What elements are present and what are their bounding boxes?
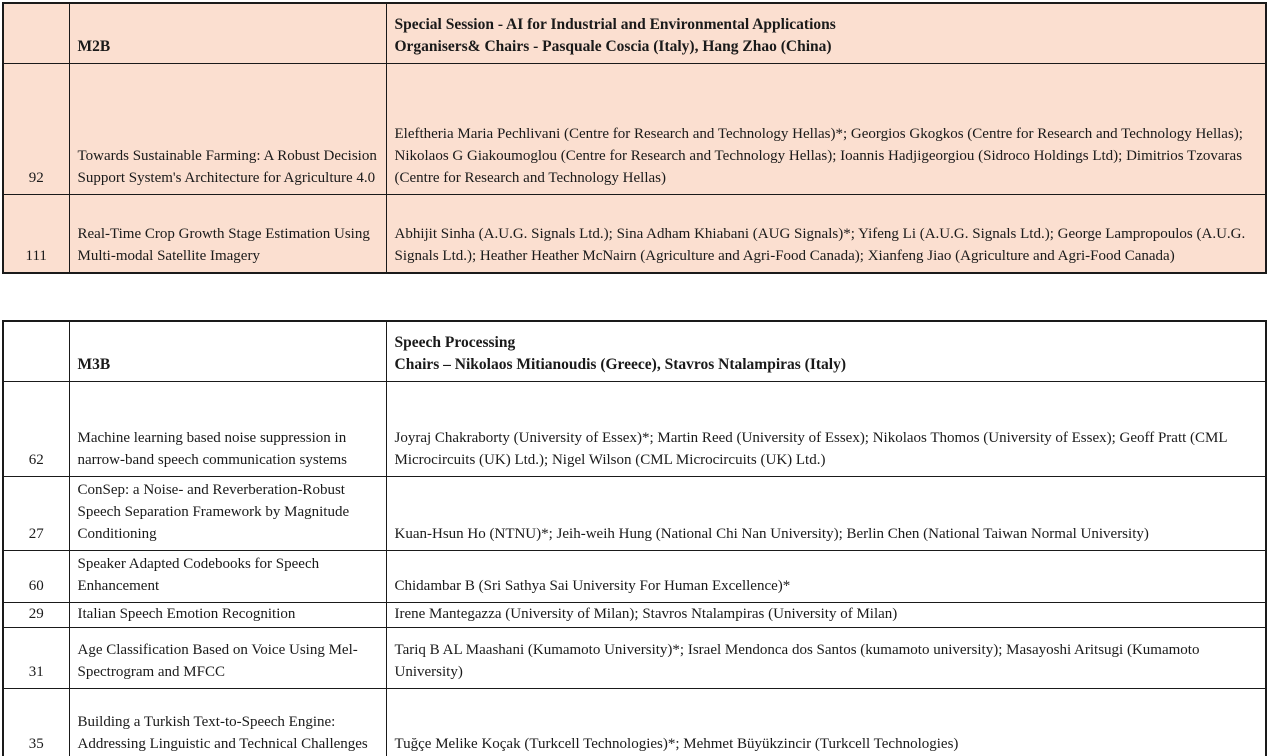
paper-authors: Chidambar B (Sri Sathya Sai University For Human Excellence)* xyxy=(386,550,1266,602)
session-header-row xyxy=(3,321,1266,381)
paper-id: 92 xyxy=(3,63,69,194)
table-row xyxy=(3,381,1266,476)
paper-authors: Kuan-Hsun Ho (NTNU)*; Jeih-weih Hung (National Chi Nan University); Berlin Chen (National Taiwan Normal University) xyxy=(386,476,1266,550)
paper-authors: Eleftheria Maria Pechlivani (Centre for Research and Technology Hellas)*; Georgios Gkogkos (Centre for Research and Technology Hellas); Nikolaos G Giakoumoglou (Centre for Research and Technology Hellas); Ioannis Hadjigeorgiou (Sidroco Holdings Ltd); Dimitrios Tzovaras (Centre for Research and Technology Hellas) xyxy=(386,63,1266,194)
paper-title: Machine learning based noise suppression in narrow-band speech communication systems xyxy=(69,381,386,476)
session-code: M2B xyxy=(69,3,386,63)
paper-title: Real-Time Crop Growth Stage Estimation Using Multi-modal Satellite Imagery xyxy=(69,194,386,273)
session-table-m3b xyxy=(2,320,1267,756)
table-row xyxy=(3,63,1266,194)
session-title-line1: Special Session - AI for Industrial and Environmental Applications xyxy=(394,15,836,33)
program-document xyxy=(0,2,1269,756)
paper-title: Building a Turkish Text-to-Speech Engine: Addressing Linguistic and Technical Challenges xyxy=(69,688,386,756)
paper-id: 29 xyxy=(3,602,69,627)
paper-id: 27 xyxy=(3,476,69,550)
paper-title: Speaker Adapted Codebooks for Speech Enhancement xyxy=(69,550,386,602)
paper-authors: Tariq B AL Maashani (Kumamoto University)*; Israel Mendonca dos Santos (kumamoto university); Masayoshi Aritsugi (Kumamoto University) xyxy=(386,627,1266,688)
session-title-line1: Speech Processing xyxy=(394,333,516,351)
paper-title: Age Classification Based on Voice Using Mel-Spectrogram and MFCC xyxy=(69,627,386,688)
session-title-line2: Organisers& Chairs - Pasquale Coscia (Italy), Hang Zhao (China) xyxy=(394,37,832,55)
paper-id: 62 xyxy=(3,381,69,476)
session-title xyxy=(386,321,1266,381)
table-row xyxy=(3,602,1266,627)
paper-id: 35 xyxy=(3,688,69,756)
paper-id: 60 xyxy=(3,550,69,602)
table-row xyxy=(3,627,1266,688)
paper-authors: Joyraj Chakraborty (University of Essex)*; Martin Reed (University of Essex); Nikolaos Thomos (University of Essex); Geoff Pratt (CML Microcircuits (UK) Ltd.); Nigel Wilson (CML Microcircuits (UK) Ltd.) xyxy=(386,381,1266,476)
session-title-line2: Chairs – Nikolaos Mitianoudis (Greece), Stavros Ntalampiras (Italy) xyxy=(394,355,846,373)
table-row xyxy=(3,688,1266,756)
table-row xyxy=(3,194,1266,273)
table-row xyxy=(3,550,1266,602)
paper-authors: Irene Mantegazza (University of Milan); Stavros Ntalampiras (University of Milan) xyxy=(386,602,1266,627)
paper-authors: Tuğçe Melike Koçak (Turkcell Technologies)*; Mehmet Büyükzincir (Turkcell Technologies) xyxy=(386,688,1266,756)
paper-title: Towards Sustainable Farming: A Robust Decision Support System's Architecture for Agriculture 4.0 xyxy=(69,63,386,194)
paper-title: Italian Speech Emotion Recognition xyxy=(69,602,386,627)
paper-id: 31 xyxy=(3,627,69,688)
header-empty-cell xyxy=(3,321,69,381)
table-row xyxy=(3,476,1266,550)
paper-authors: Abhijit Sinha (A.U.G. Signals Ltd.); Sina Adham Khiabani (AUG Signals)*; Yifeng Li (A.U.G. Signals Ltd.); George Lampropoulos (A.U.G. Signals Ltd.); Heather Heather McNairn (Agriculture and Agri-Food Canada); Xianfeng Jiao (Agriculture and Agri-Food Canada) xyxy=(386,194,1266,273)
session-header-row xyxy=(3,3,1266,63)
header-empty-cell xyxy=(3,3,69,63)
session-title xyxy=(386,3,1266,63)
paper-title: ConSep: a Noise- and Reverberation-Robust Speech Separation Framework by Magnitude Conditioning xyxy=(69,476,386,550)
session-code: M3B xyxy=(69,321,386,381)
paper-id: 111 xyxy=(3,194,69,273)
session-table-m2b xyxy=(2,2,1267,274)
